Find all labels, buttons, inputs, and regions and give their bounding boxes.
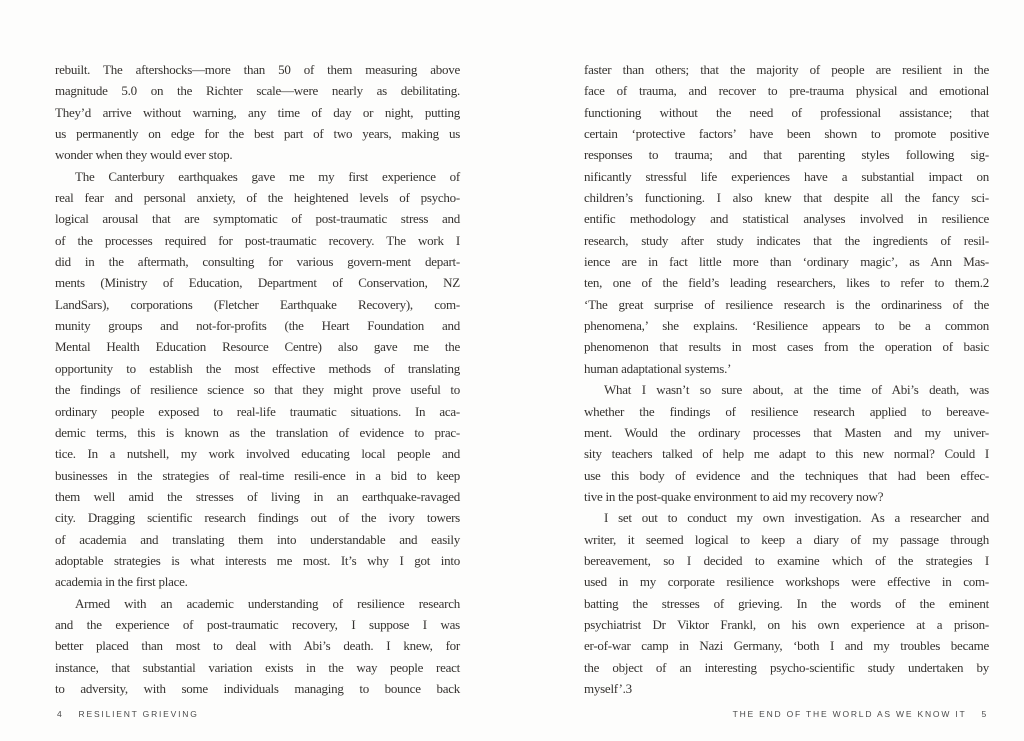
text-line: rebuilt. The aftershocks—more than 50 of them measuring above [55, 62, 460, 77]
text-line: er-of-war camp in Nazi Germany, ‘both I and my troubles became [584, 638, 989, 654]
page-right-text [584, 59, 989, 699]
text-line: of academia and translating them into understandable and easily [55, 531, 460, 547]
text-line: bereavement, so I decided to examine which of the strategies I [584, 552, 989, 568]
running-title: THE END OF THE WORLD AS WE KNOW IT [732, 709, 967, 719]
text-line: magnitude 5.0 on the Richter scale—were nearly as debilitating. [55, 83, 460, 99]
text-line: wonder when they would ever stop. [55, 147, 233, 163]
text-line: real fear and personal anxiety, of the heightened levels of psycho- [55, 190, 460, 206]
text-line: What I wasn’t so sure about, at the time of Abi’s death, was [604, 382, 989, 398]
text-line: and the experience of post-traumatic recovery, I suppose I was [55, 616, 460, 632]
text-line: whether the findings of resilience research applied to bereave- [584, 403, 989, 419]
text-line: certain ‘protective factors’ have been shown to promote positive [584, 126, 989, 142]
text-line: used in my corporate resilience workshops were effective in com- [584, 574, 989, 590]
text-line: ience are in fact little more than ‘ordinary magic’, as Ann Mas- [584, 254, 989, 270]
text-line: the object of an interesting psycho-scientific study undertaken by [584, 659, 989, 675]
page-footer-right [733, 709, 988, 719]
running-title: RESILIENT GRIEVING [78, 709, 199, 719]
text-line: writer, it seemed logical to keep a diary of my passage through [584, 531, 989, 547]
text-line: The Canterbury earthquakes gave me my first experience of [75, 168, 460, 184]
text-line: tice. In a nutshell, my work involved educating local people and [55, 446, 460, 462]
text-line: city. Dragging scientific research findings out of the ivory towers [55, 510, 460, 526]
text-line: ments (Ministry of Education, Department of Conservation, NZ [55, 275, 460, 291]
text-line: entific methodology and statistical analyses involved in resilience [584, 211, 989, 227]
text-line: sity teachers talked of help me adapt to this new normal? Could I [584, 446, 989, 462]
text-line: ment. Would the ordinary processes that Masten and my univer- [584, 424, 989, 440]
page-number: 4 [57, 709, 64, 719]
text-line: face of trauma, and recover to pre-trauma physical and emotional [584, 83, 989, 99]
text-line: academia in the first place. [55, 574, 188, 590]
text-line: opportunity to establish the most effective methods of translating [55, 360, 460, 376]
text-line: logical arousal that are symptomatic of post-traumatic stress and [55, 211, 460, 227]
text-line: adoptable strategies is what interests me most. It’s why I got into [55, 552, 460, 568]
text-line: human adaptational systems.’ [584, 360, 732, 376]
text-line: munity groups and not-for-profits (the Heart Foundation and [55, 318, 460, 334]
text-line: of the processes required for post-traumatic recovery. The work I [55, 232, 460, 248]
text-line: psychiatrist Dr Viktor Frankl, on his own experience at a prison- [584, 616, 989, 632]
text-line: demic terms, this is known as the translation of evidence to prac- [55, 424, 460, 440]
text-line: phenomena,’ she explains. ‘Resilience appears to be a common [584, 318, 989, 334]
text-line: phenomenon that results in most cases from the operation of basic [584, 339, 989, 355]
text-line: They’d arrive without warning, any time of day or night, putting [55, 104, 460, 120]
text-line: did in the aftermath, consulting for various govern-ment depart- [55, 254, 460, 270]
text-line: batting the stresses of grieving. In the words of the eminent [584, 595, 989, 611]
text-line: myself’.3 [584, 680, 632, 696]
text-line: faster than others; that the majority of people are resilient in the [584, 62, 989, 77]
text-line: Armed with an academic understanding of resilience research [75, 595, 460, 611]
text-line: functioning without the need of professional assistance; that [584, 104, 989, 120]
text-line: ‘The great surprise of resilience research is the ordinariness of the [584, 296, 989, 312]
text-line: Mental Health Education Resource Centre) also gave me the [55, 339, 460, 355]
text-line: children’s functioning. I also knew that despite all the fancy sci- [584, 190, 989, 206]
text-line: I set out to conduct my own investigation. As a researcher and [604, 510, 989, 526]
text-line: use this body of evidence and the techniques that had been effec- [584, 467, 989, 483]
text-line: businesses in the strategies of real-time resili-ence in a bid to keep [55, 467, 460, 483]
text-line: responses to trauma; and that parenting styles following sig- [584, 147, 989, 163]
page-left-text [55, 59, 460, 699]
text-line: to adversity, with some individuals managing to bounce back [55, 680, 460, 696]
text-line: ordinary people exposed to real-life traumatic situations. In aca- [55, 403, 460, 419]
text-line: LandSars), corporations (Fletcher Earthquake Recovery), com- [55, 296, 460, 312]
text-line: them well amid the stresses of living in an earthquake-ravaged [55, 488, 460, 504]
text-line: the findings of resilience science so that they might prove useful to [55, 382, 460, 398]
text-line: better placed than most to deal with Abi’s death. I knew, for [55, 638, 460, 654]
text-line: ten, one of the field’s leading researchers, likes to refer to them.2 [584, 275, 989, 291]
text-line: tive in the post-quake environment to aid my recovery now? [584, 488, 884, 504]
text-line: us permanently on edge for the best part of two years, making us [55, 126, 460, 142]
page-footer-left [57, 709, 199, 719]
page-number: 5 [981, 709, 988, 719]
text-line: research, study after study indicates that the ingredients of resil- [584, 232, 989, 248]
text-line: nificantly stressful life experiences have a substantial impact on [584, 168, 989, 184]
text-line: instance, that substantial variation exists in the way people react [55, 659, 460, 675]
